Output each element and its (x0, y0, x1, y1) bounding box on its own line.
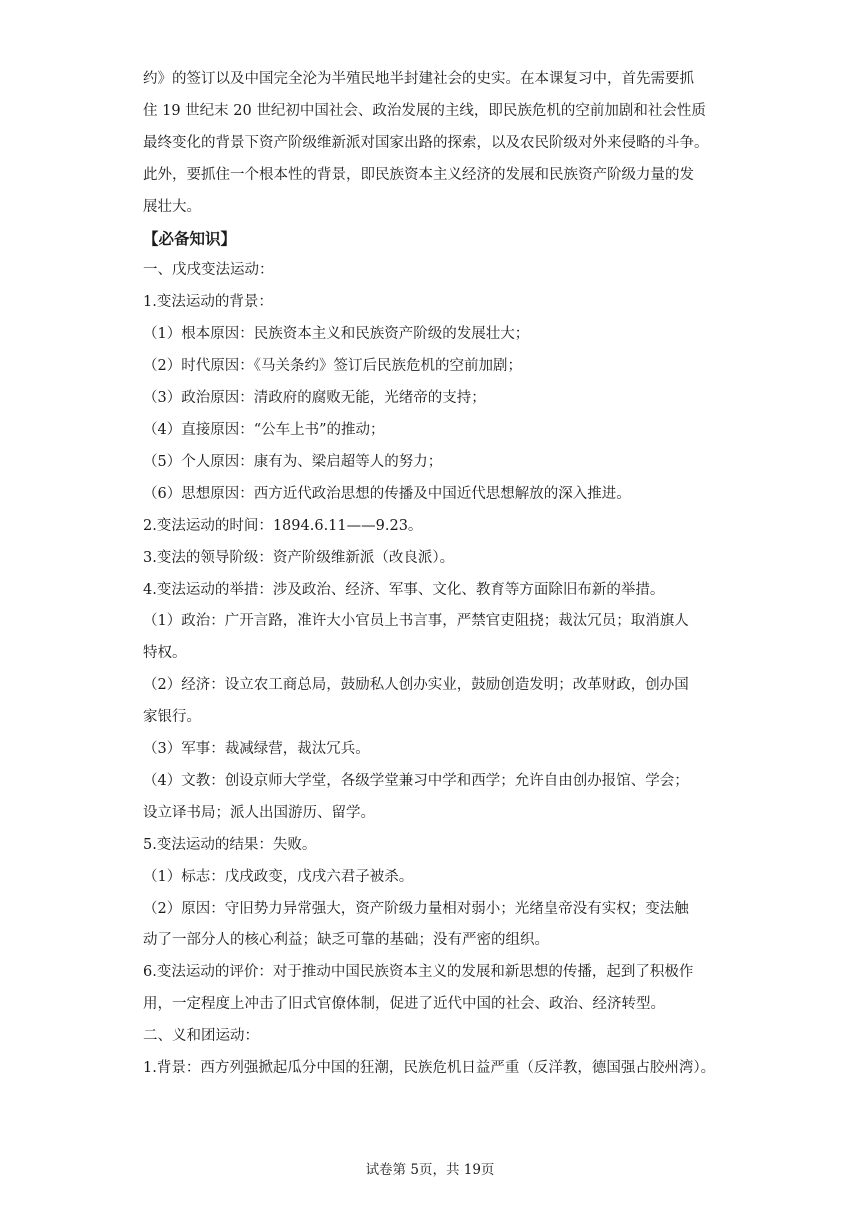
text-line: 动了一部分人的核心利益；缺乏可靠的基础；没有严密的组织。 (143, 932, 549, 949)
item-title: 1.背景：西方列强掀起瓜分中国的狂潮，民族危机日益严重（反洋教，德国强占胶州湾）。 (143, 1060, 716, 1077)
document-body (143, 64, 721, 1085)
text-line: 用，一定程度上冲击了旧式官僚体制，促进了近代中国的社会、政治、经济转型。 (143, 996, 665, 1013)
subsection-title: 一、戊戌变法运动： (143, 262, 274, 279)
page-footer: 试卷第 5页，共 19页 (365, 1162, 495, 1178)
text-line: 此外，要抓住一个根本性的背景，即民族资本主义经济的发展和民族资产阶级力量的发 (143, 166, 694, 183)
list-item: （2）时代原因：《马关条约》签订后民族危机的空前加剧； (143, 358, 522, 375)
list-item: （1）政治：广开言路，准许大小官员上书言事，严禁官吏阻挠；裁汰冗员；取消旗人 (143, 613, 689, 630)
list-item: （5）个人原因：康有为、梁启超等人的努力； (143, 453, 443, 470)
item-title: 3.变法的领导阶级：资产阶级维新派（改良派）。 (143, 549, 455, 566)
text-line: 特权。 (143, 645, 187, 662)
text-line: 家银行。 (143, 709, 201, 726)
subsection-title: 二、义和团运动： (143, 1028, 259, 1045)
text-line: 最终变化的背景下资产阶级维新派对国家出路的探索，以及农民阶级对外来侵略的斗争。 (143, 134, 709, 151)
list-item: （6）思想原因：西方近代政治思想的传播及中国近代思想解放的深入推进。 (143, 485, 631, 502)
text-line: 设立译书局；派人出国游历、留学。 (143, 804, 375, 821)
text-line: 约》的签订以及中国完全沦为半殖民地半封建社会的史实。在本课复习中，首先需要抓 (143, 71, 694, 87)
list-item: （4）文教：创设京师大学堂，各级学堂兼习中学和西学；允许自由创办报馆、学会； (143, 772, 689, 789)
list-item: （3）政治原因：清政府的腐败无能，光绪帝的支持； (143, 390, 486, 407)
item-title: 1.变法运动的背景： (143, 294, 273, 311)
list-item: （1）根本原因：民族资本主义和民族资产阶级的发展壮大； (143, 326, 530, 343)
list-item: （3）军事：裁减绿营，裁汰冗兵。 (143, 741, 370, 758)
item-title: 4.变法运动的举措：涉及政治、经济、军事、文化、教育等方面除旧布新的举措。 (143, 581, 665, 598)
text-line: 展壮大。 (143, 198, 201, 215)
list-item: （1）标志：戊戌政变，戊戌六君子被杀。 (143, 868, 414, 885)
list-item: （4）直接原因：“公车上书”的推动； (143, 421, 385, 438)
list-item: （2）原因：守旧势力异常强大，资产阶级力量相对弱小；光绪皇帝没有实权；变法触 (143, 900, 689, 917)
item-title: 5.变法运动的结果：失败。 (143, 836, 317, 853)
item-title: 6.变法运动的评价：对于推动中国民族资本主义的发展和新思想的传播，起到了积极作 (143, 964, 694, 981)
text-line: 住 19 世纪末 20 世纪初中国社会、政治发展的主线，即民族危机的空前加剧和社会性质 (143, 102, 706, 119)
item-title: 2.变法运动的时间：1894.6.11——9.23。 (143, 517, 423, 534)
list-item: （2）经济：设立农工商总局，鼓励私人创办实业，鼓励创造发明；改革财政，创办国 (143, 677, 689, 694)
section-heading: 【必备知识】 (143, 229, 237, 248)
